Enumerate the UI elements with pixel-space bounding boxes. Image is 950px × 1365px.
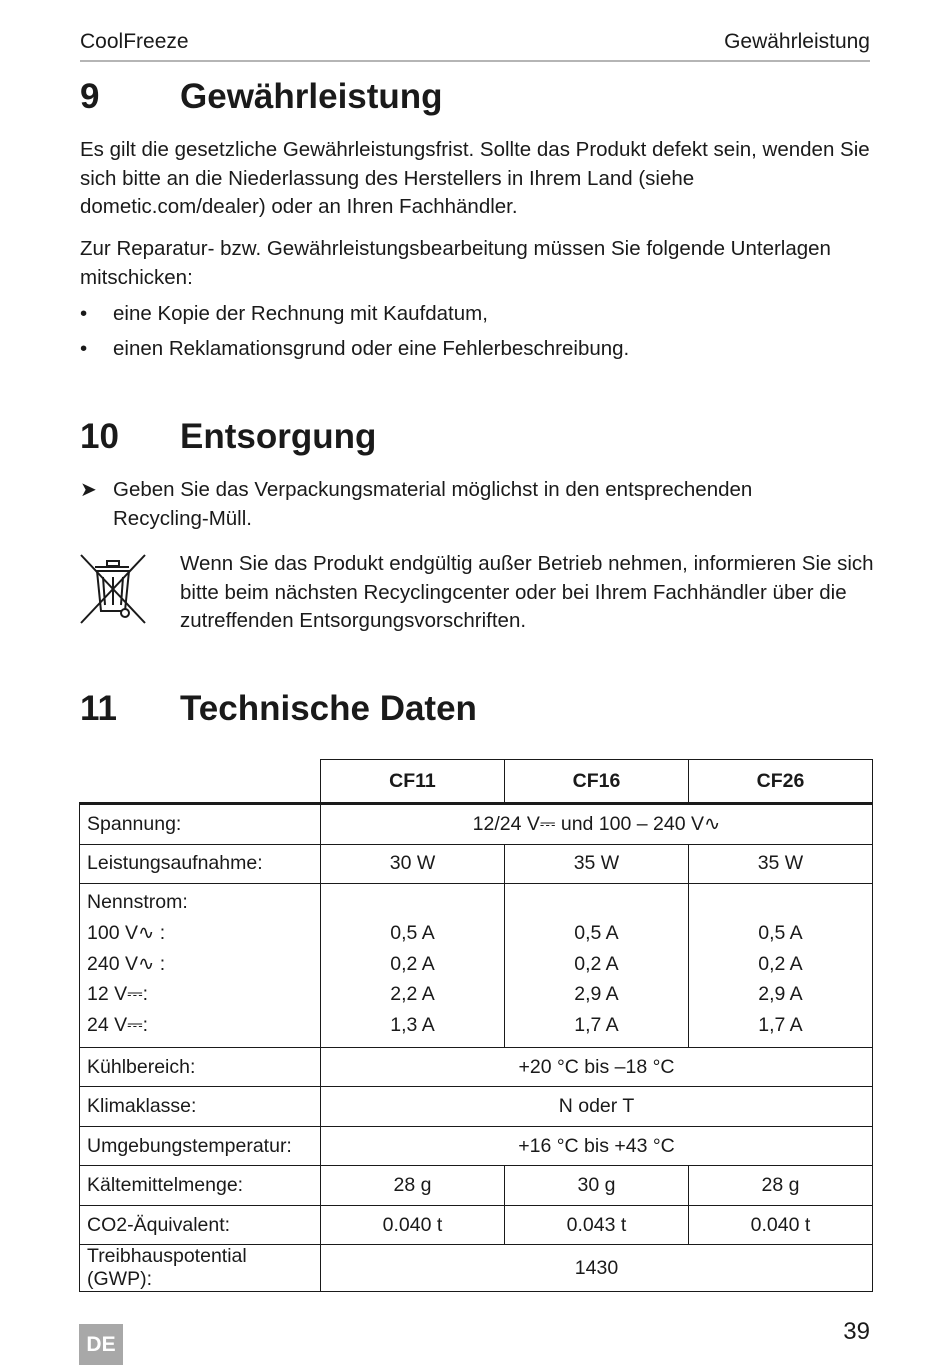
section-title: Entsorgung <box>180 417 377 456</box>
section-9-heading <box>80 78 443 117</box>
table-row <box>80 804 873 845</box>
climate-class-value: N oder T <box>321 1087 873 1127</box>
running-header-product: CoolFreeze <box>80 30 189 53</box>
table-row <box>80 1047 873 1087</box>
row-label: Leistungsaufnahme: <box>80 844 321 884</box>
table-header-row <box>80 760 873 804</box>
current-value: 2,2 A <box>390 983 435 1006</box>
current-value: 2,9 A <box>758 983 803 1006</box>
column-header-cf26: CF26 <box>688 760 872 804</box>
sub-label: 240 V∿ : <box>87 952 166 975</box>
bullet-glyph: • <box>80 337 88 360</box>
ambient-temp-value: +16 °C bis +43 °C <box>321 1126 873 1166</box>
section-title: Gewährleistung <box>180 77 443 116</box>
current-value: 0,5 A <box>574 921 619 944</box>
row-label: Nennstrom: <box>87 891 188 913</box>
warranty-paragraph-2: Zur Reparatur- bzw. Gewährleistungsbearbeitung müssen Sie folgende Unterlagen mitschicken: <box>80 237 831 289</box>
section-title: Technische Daten <box>180 689 477 728</box>
table-row <box>80 1087 873 1127</box>
power-cf16: 35 W <box>504 844 688 884</box>
section-number: 9 <box>80 77 100 116</box>
warranty-paragraph-1: Es gilt die gesetzliche Gewährleistungsfrist. Sollte das Produkt defekt sein, wenden Sie sich bitte an die Niederlassung des Herstellers in Ihrem Land (siehe dometic.com/dealer) oder an Ihren Fachhändler. <box>80 138 870 218</box>
instruction-item <box>80 476 860 533</box>
co2-cf11: 0.040 t <box>321 1205 505 1245</box>
current-value: 1,3 A <box>390 1014 435 1037</box>
instruction-text: Geben Sie das Verpackungsmaterial möglichst in den entsprechenden Recycling-Müll. <box>113 478 753 530</box>
gwp-value: 1430 <box>321 1245 873 1292</box>
rated-current-cf16 <box>504 884 688 1048</box>
rated-current-cf26 <box>688 884 872 1048</box>
table-corner-cell <box>80 760 321 804</box>
table-row <box>80 1166 873 1206</box>
table-row <box>80 1245 873 1292</box>
current-value: 1,7 A <box>574 1014 619 1037</box>
table-row <box>80 844 873 884</box>
row-label: Spannung: <box>80 804 321 845</box>
bullet-glyph: • <box>80 302 88 325</box>
column-header-cf11: CF11 <box>321 760 505 804</box>
current-value: 2,9 A <box>574 983 619 1006</box>
rated-current-cf11 <box>321 884 505 1048</box>
refrigerant-cf26: 28 g <box>688 1166 872 1206</box>
current-value: 0,2 A <box>758 952 803 975</box>
language-badge: DE <box>79 1324 123 1365</box>
section-number: 11 <box>80 689 117 728</box>
list-item-text: eine Kopie der Rechnung mit Kaufdatum, <box>113 302 488 325</box>
sub-label: 24 V⎓: <box>87 1014 149 1037</box>
current-value: 0,2 A <box>574 952 619 975</box>
sub-label: 12 V⎓: <box>87 983 149 1006</box>
table-row <box>80 1126 873 1166</box>
refrigerant-cf16: 30 g <box>504 1166 688 1206</box>
technical-data-table <box>79 759 873 1292</box>
row-label: Treibhauspotential (GWP): <box>80 1245 321 1292</box>
row-label: Kühlbereich: <box>80 1047 321 1087</box>
crossed-out-wheelie-bin-icon <box>79 553 147 625</box>
table-row <box>80 884 873 1048</box>
sub-label: 100 V∿ : <box>87 921 166 944</box>
page-number: 39 <box>843 1318 870 1345</box>
column-header-cf16: CF16 <box>504 760 688 804</box>
header-divider <box>80 60 870 62</box>
current-value: 0,5 A <box>758 921 803 944</box>
current-value: 0,5 A <box>390 921 435 944</box>
power-cf26: 35 W <box>688 844 872 884</box>
row-label: CO2-Äquivalent: <box>80 1205 321 1245</box>
co2-cf26: 0.040 t <box>688 1205 872 1245</box>
voltage-value: 12/24 V⎓ und 100 – 240 V∿ <box>321 804 873 845</box>
row-label: Umgebungstemperatur: <box>80 1126 321 1166</box>
row-label: Klimaklasse: <box>80 1087 321 1127</box>
row-label: Kältemittelmenge: <box>80 1166 321 1206</box>
rated-current-labels <box>80 884 321 1048</box>
table-row <box>80 1205 873 1245</box>
cooling-range-value: +20 °C bis –18 °C <box>321 1047 873 1087</box>
list-item-text: einen Reklamationsgrund oder eine Fehlerbeschreibung. <box>113 337 630 360</box>
running-header-chapter: Gewährleistung <box>724 30 870 53</box>
current-value: 0,2 A <box>390 952 435 975</box>
section-10-heading <box>80 418 376 457</box>
refrigerant-cf11: 28 g <box>321 1166 505 1206</box>
arrow-icon: ➤ <box>80 479 97 501</box>
section-number: 10 <box>80 417 119 456</box>
disposal-note: Wenn Sie das Produkt endgültig außer Betrieb nehmen, informieren Sie sich bitte beim nächsten Recyclingcenter oder bei Ihrem Fachhändler über die zutreffenden Entsorgungsvorschriften. <box>180 552 874 632</box>
current-value: 1,7 A <box>758 1014 803 1037</box>
section-11-heading <box>80 690 477 729</box>
co2-cf16: 0.043 t <box>504 1205 688 1245</box>
power-cf11: 30 W <box>321 844 505 884</box>
